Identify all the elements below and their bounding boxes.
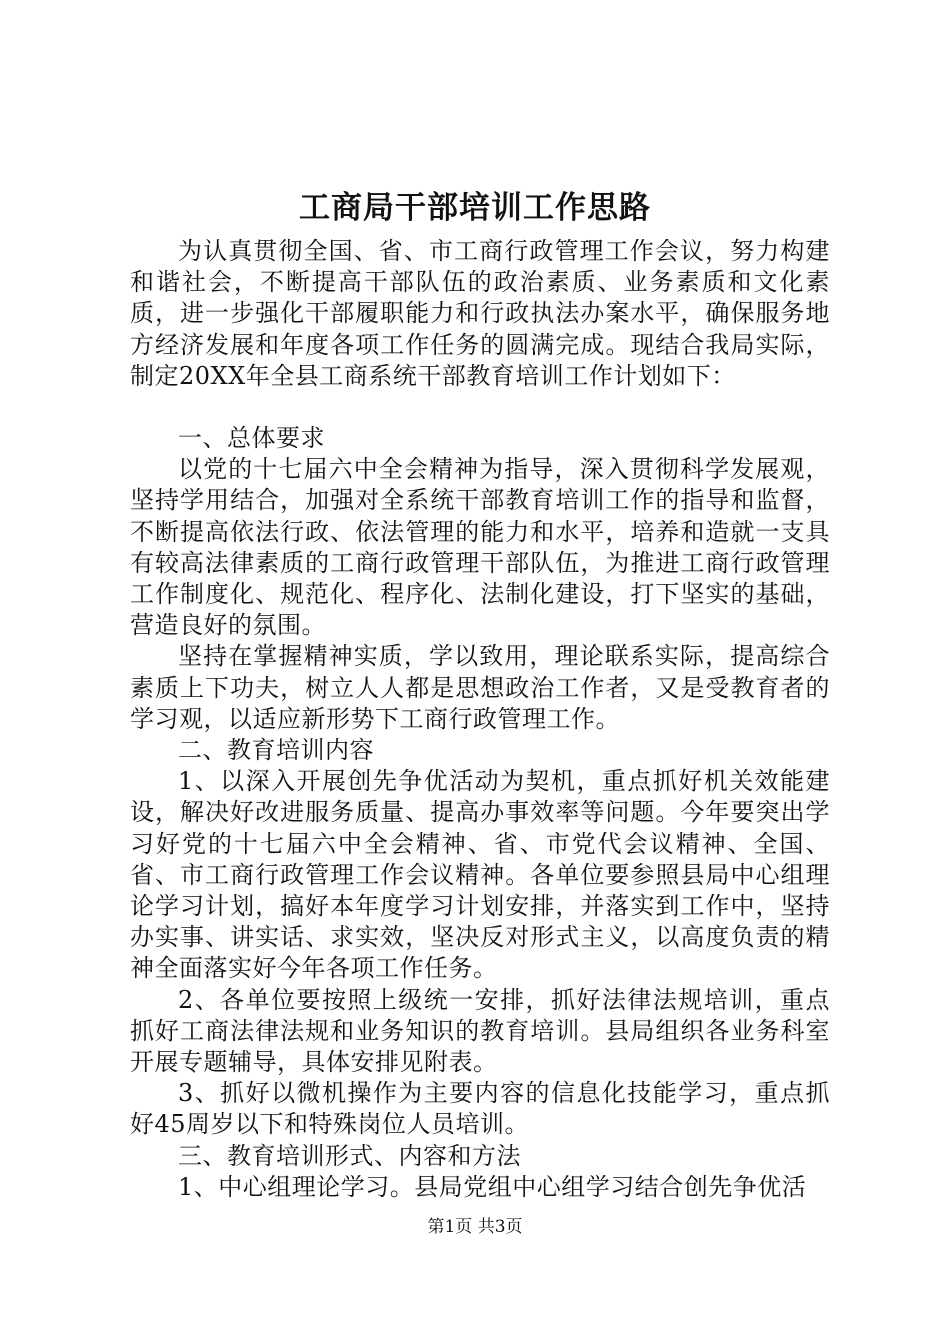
paragraph-item-3: 3、抓好以微机操作为主要内容的信息化技能学习，重点抓好45周岁以下和特殊岗位人员培训。 [130, 1079, 830, 1139]
paragraph-learning-view: 坚持在掌握精神实质，学以致用，理论联系实际，提高综合素质上下功夫，树立人人都是思想政治工作者，又是受教育者的学习观，以适应新形势下工商行政管理工作。 [130, 642, 830, 733]
page-footer: 第1页 共3页 [427, 1217, 523, 1237]
paragraph-guiding-principle: 以党的十七届六中全会精神为指导，深入贯彻科学发展观，坚持学用结合，加强对全系统干部教育培训工作的指导和监督，不断提高依法行政、依法管理的能力和水平，培养和造就一支具有较高法律素质的工商行政管理干部队伍，为推进工商行政管理工作制度化、规范化、程序化、法制化建设，打下坚实的基础，营造良好的氛围。 [130, 455, 830, 640]
section-heading-general-requirements: 一、总体要求 [178, 424, 325, 453]
section-heading-training-methods: 三、教育培训形式、内容和方法 [178, 1141, 521, 1170]
document-title: 工商局干部培训工作思路 [299, 190, 651, 226]
paragraph-intro: 为认真贯彻全国、省、市工商行政管理工作会议，努力构建和谐社会，不断提高干部队伍的政治素质、业务素质和文化素质，进一步强化干部履职能力和行政执法办案水平，确保服务地方经济发展和年度各项工作任务的圆满完成。现结合我局实际，制定20XX年全县工商系统干部教育培训工作计划如下： [130, 237, 830, 390]
paragraph-item-1: 1、以深入开展创先争优活动为契机，重点抓好机关效能建设，解决好改进服务质量、提高办事效率等问题。今年要突出学习好党的十七届六中全会精神、省、市党代会议精神、全国、省、市工商行政管理工作会议精神。各单位要参照县局中心组理论学习计划，搞好本年度学习计划安排，并落实到工作中，坚持办实事、讲实话、求实效，坚决反对形式主义，以高度负责的精神全面落实好今年各项工作任务。 [130, 767, 830, 983]
document-body [130, 236, 830, 1203]
section-heading-training-content: 二、教育培训内容 [178, 736, 374, 765]
paragraph-method-1: 1、中心组理论学习。县局党组中心组学习结合创先争优活 [178, 1172, 807, 1201]
paragraph-item-2: 2、各单位要按照上级统一安排，抓好法律法规培训，重点抓好工商法律法规和业务知识的教育培训。县局组织各业务科室开展专题辅导，具体安排见附表。 [130, 985, 830, 1077]
